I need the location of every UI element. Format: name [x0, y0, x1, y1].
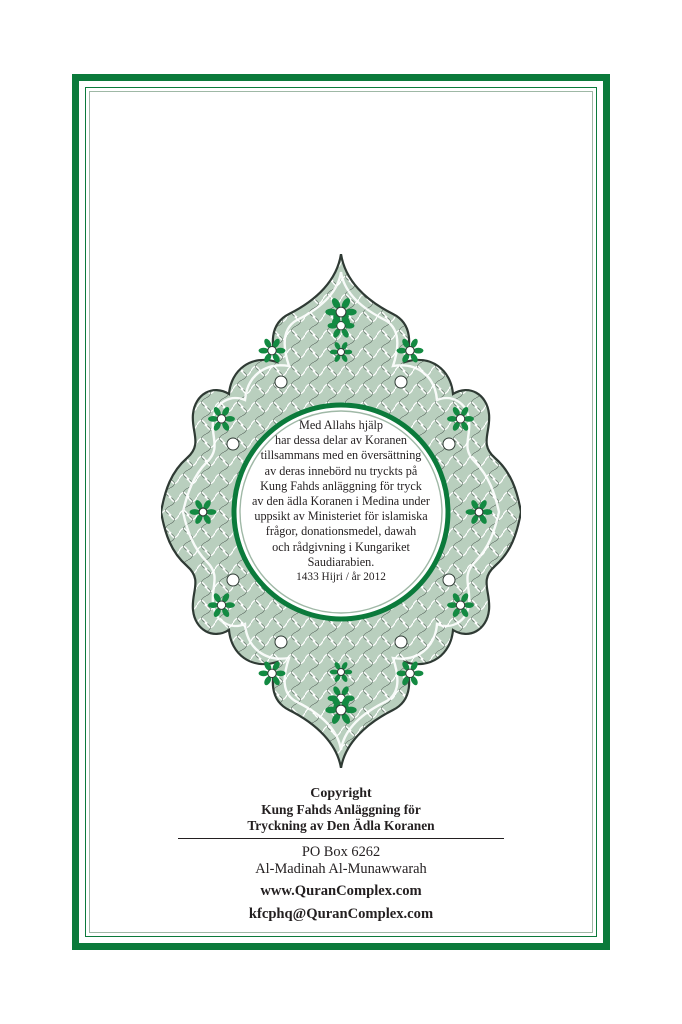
dedication-line: av deras innebörd nu tryckts på	[264, 463, 418, 478]
copyright-heading: Copyright	[310, 786, 372, 801]
dedication-line: frågor, donationsmedel, dawah	[265, 524, 417, 539]
dedication-line: Saudiarabien.	[307, 554, 375, 569]
divider	[178, 838, 504, 839]
dedication-line: Med Allahs hjälp	[299, 418, 383, 432]
white-blossom	[275, 376, 287, 388]
white-blossom	[395, 636, 407, 648]
dedication-line: tillsammans med en översättning	[260, 448, 422, 463]
dedication-date: 1433 Hijri / år 2012	[296, 571, 386, 584]
dedication-text	[240, 418, 442, 604]
dedication-line: uppsikt av Ministeriet för islamiska	[254, 509, 428, 524]
dedication-line: av den ädla Koranen i Medina under	[251, 494, 430, 509]
white-blossom	[227, 438, 239, 450]
white-blossom	[275, 636, 287, 648]
white-blossom	[395, 376, 407, 388]
dedication-line: har dessa delar av Koranen	[275, 433, 407, 448]
white-blossom	[227, 574, 239, 586]
publisher-name-line2: Tryckning av Den Ädla Koranen	[247, 818, 435, 833]
white-blossom	[443, 574, 455, 586]
city: Al-Madinah Al-Munawwarah	[255, 861, 427, 877]
dedication-line: Kung Fahds anläggning för tryck	[260, 478, 422, 493]
white-blossom	[443, 438, 455, 450]
copyright-block	[178, 786, 504, 924]
website-link[interactable]: www.QuranComplex.com	[260, 883, 422, 899]
po-box: PO Box 6262	[301, 844, 381, 860]
publisher-name-line1: Kung Fahds Anläggning för	[261, 802, 421, 817]
dedication-line: och rådgivning i Kungariket	[272, 539, 410, 554]
email-link[interactable]: kfcphq@QuranComplex.com	[248, 906, 434, 922]
